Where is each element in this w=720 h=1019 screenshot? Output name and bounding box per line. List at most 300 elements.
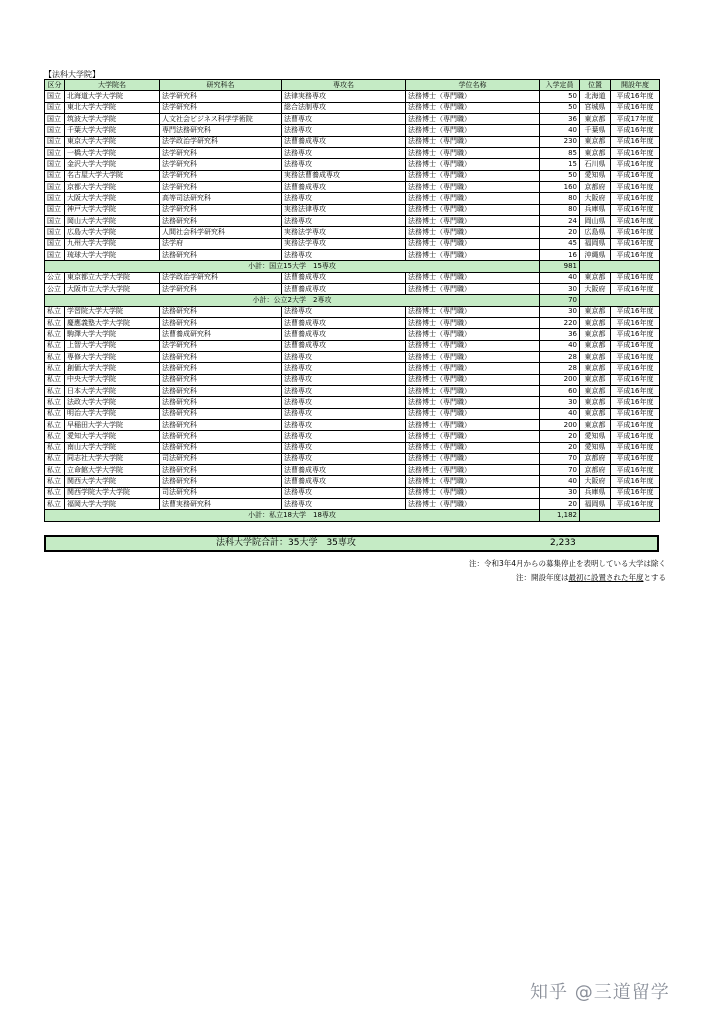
table-cell: 南山大学大学院 — [65, 442, 160, 453]
table-cell: 法務博士（専門職） — [406, 419, 540, 430]
table-row — [45, 351, 660, 362]
table-cell: 法務専攻 — [282, 487, 406, 498]
table-cell: 人文社会ビジネス科学学術院 — [160, 113, 282, 124]
table-cell: 45 — [540, 238, 580, 249]
table-cell: 広島大学大学院 — [65, 227, 160, 238]
table-cell: 法務博士（専門職） — [406, 102, 540, 113]
table-row — [45, 453, 660, 464]
table-cell: 公立 — [45, 272, 65, 283]
table-row — [45, 283, 660, 294]
table-cell: 私立 — [45, 374, 65, 385]
table-cell: 国立 — [45, 102, 65, 113]
table-cell: 高等司法研究科 — [160, 193, 282, 204]
table-cell: 愛知県 — [580, 170, 611, 181]
table-header-row — [45, 80, 660, 91]
table-cell: 東京都 — [580, 136, 611, 147]
table-cell: 法曹養成専攻 — [282, 340, 406, 351]
table-cell: 平成16年度 — [611, 351, 660, 362]
table-cell: 法曹養成専攻 — [282, 136, 406, 147]
table-cell: 法務博士（専門職） — [406, 249, 540, 260]
table-cell: 東京都 — [580, 272, 611, 283]
table-row — [45, 363, 660, 374]
table-row — [45, 159, 660, 170]
table-row — [45, 408, 660, 419]
table-cell: 国立 — [45, 159, 65, 170]
table-cell: 東京都 — [580, 147, 611, 158]
table-cell: 国立 — [45, 147, 65, 158]
table-cell: 40 — [540, 408, 580, 419]
table-cell: 平成16年度 — [611, 283, 660, 294]
table-cell: 私立 — [45, 476, 65, 487]
table-cell: 宮城県 — [580, 102, 611, 113]
table-cell: 平成16年度 — [611, 374, 660, 385]
table-cell: 千葉県 — [580, 125, 611, 136]
table-cell: 国立 — [45, 181, 65, 192]
table-cell: 平成16年度 — [611, 385, 660, 396]
table-cell: 東京都 — [580, 385, 611, 396]
table-cell: 法務博士（専門職） — [406, 408, 540, 419]
note-opening-year — [516, 572, 666, 583]
table-cell: 福岡県 — [580, 499, 611, 510]
table-cell: 創価大学大学院 — [65, 363, 160, 374]
table-cell: 法務博士（専門職） — [406, 453, 540, 464]
grand-total-value: 2,233 — [550, 538, 576, 548]
table-cell: 法学研究科 — [160, 159, 282, 170]
table-cell: 平成16年度 — [611, 408, 660, 419]
table-cell: 法務博士（専門職） — [406, 181, 540, 192]
table-cell: 70 — [540, 465, 580, 476]
table-cell: 法曹養成研究科 — [160, 329, 282, 340]
table-cell: 愛知県 — [580, 431, 611, 442]
table-cell: 岡山大学大学院 — [65, 215, 160, 226]
table-cell: 15 — [540, 159, 580, 170]
table-row — [45, 397, 660, 408]
table-cell: 法務博士（専門職） — [406, 465, 540, 476]
table-cell: 法曹養成専攻 — [282, 272, 406, 283]
table-row — [45, 317, 660, 328]
table-cell: 国立 — [45, 193, 65, 204]
note-suspension: 注：令和3年4月からの募集停止を表明している大学は除く — [468, 559, 666, 568]
table-cell: 法務専攻 — [282, 147, 406, 158]
table-row — [45, 113, 660, 124]
table-cell: 法曹専攻 — [282, 113, 406, 124]
table-cell: 法務専攻 — [282, 408, 406, 419]
table-cell: 法務博士（専門職） — [406, 431, 540, 442]
table-cell: 法学政治学研究科 — [160, 136, 282, 147]
table-cell: 法務博士（専門職） — [406, 159, 540, 170]
table-cell: 京都大学大学院 — [65, 181, 160, 192]
table-cell: 国立 — [45, 238, 65, 249]
table-cell: 法務研究科 — [160, 351, 282, 362]
table-cell: 公立 — [45, 283, 65, 294]
table-cell: 法務博士（専門職） — [406, 306, 540, 317]
table-cell: 230 — [540, 136, 580, 147]
table-cell: 160 — [540, 181, 580, 192]
table-cell: 岡山県 — [580, 215, 611, 226]
table-cell: 法学研究科 — [160, 340, 282, 351]
note-prefix: 注：開設年度は — [516, 573, 569, 582]
table-cell: 名古屋大学大学院 — [65, 170, 160, 181]
table-cell: 大阪大学大学院 — [65, 193, 160, 204]
table-cell: 東京都 — [580, 419, 611, 430]
table-cell: 同志社大学大学院 — [65, 453, 160, 464]
table-cell: 平成16年度 — [611, 136, 660, 147]
table-row — [45, 91, 660, 102]
table-row — [45, 136, 660, 147]
table-row — [45, 385, 660, 396]
table-cell: 法務専攻 — [282, 125, 406, 136]
table-cell: 法務研究科 — [160, 465, 282, 476]
table-cell: 平成16年度 — [611, 499, 660, 510]
table-cell: 実務法曹養成専攻 — [282, 170, 406, 181]
table-cell: 法務研究科 — [160, 249, 282, 260]
table-cell: 東京都 — [580, 374, 611, 385]
table-cell: 法務研究科 — [160, 317, 282, 328]
table-cell: 法務博士（専門職） — [406, 385, 540, 396]
table-row — [45, 102, 660, 113]
table-cell: 人間社会科学研究科 — [160, 227, 282, 238]
table-cell: 国立 — [45, 125, 65, 136]
subtotal-value: 1,182 — [540, 510, 580, 521]
subtotal-label: 小計：公立2大学 2専攻 — [45, 295, 540, 306]
table-cell: 法務専攻 — [282, 363, 406, 374]
table-cell: 私立 — [45, 306, 65, 317]
table-cell: 法務研究科 — [160, 306, 282, 317]
table-cell: 法学政治学研究科 — [160, 272, 282, 283]
table-cell: 国立 — [45, 227, 65, 238]
table-cell: 24 — [540, 215, 580, 226]
table-row — [45, 487, 660, 498]
table-cell: 一橋大学大学院 — [65, 147, 160, 158]
table-cell: 専修大学大学院 — [65, 351, 160, 362]
table-row — [45, 227, 660, 238]
table-cell: 36 — [540, 329, 580, 340]
table-cell: 法務博士（専門職） — [406, 442, 540, 453]
table-cell: 早稲田大学大学院 — [65, 419, 160, 430]
table-row — [45, 147, 660, 158]
table-cell: 40 — [540, 476, 580, 487]
grand-total-box — [44, 535, 659, 552]
table-cell: 東京都 — [580, 408, 611, 419]
table-row — [45, 431, 660, 442]
table-cell: 法曹養成専攻 — [282, 329, 406, 340]
table-cell: 70 — [540, 453, 580, 464]
note-suffix: とする — [643, 573, 666, 582]
table-cell: 法務博士（専門職） — [406, 487, 540, 498]
table-cell: 30 — [540, 283, 580, 294]
subtotal-label: 小計：私立18大学 18専攻 — [45, 510, 540, 521]
table-cell: 平成16年度 — [611, 329, 660, 340]
table-row — [45, 329, 660, 340]
table-cell: 60 — [540, 385, 580, 396]
header-cell: 学位名称 — [406, 80, 540, 91]
table-row — [45, 476, 660, 487]
table-cell: 法務研究科 — [160, 215, 282, 226]
table-cell: 平成16年度 — [611, 487, 660, 498]
table-cell: 法務専攻 — [282, 215, 406, 226]
table-cell: 20 — [540, 442, 580, 453]
table-cell: 私立 — [45, 431, 65, 442]
table-cell: 法学研究科 — [160, 91, 282, 102]
table-row — [45, 340, 660, 351]
table-cell: 平成16年度 — [611, 181, 660, 192]
table-cell: 平成16年度 — [611, 170, 660, 181]
table-cell: 東京都立大学大学院 — [65, 272, 160, 283]
table-cell: 東京都 — [580, 113, 611, 124]
table-cell: 明治大学大学院 — [65, 408, 160, 419]
table-cell: 20 — [540, 227, 580, 238]
table-cell: 法務博士（専門職） — [406, 204, 540, 215]
table-cell: 50 — [540, 91, 580, 102]
table-cell: 平成16年度 — [611, 453, 660, 464]
table-cell: 国立 — [45, 136, 65, 147]
table-cell: 国立 — [45, 91, 65, 102]
table-cell: 法務専攻 — [282, 193, 406, 204]
header-cell: 開設年度 — [611, 80, 660, 91]
table-cell: 私立 — [45, 442, 65, 453]
table-cell: 法律実務専攻 — [282, 91, 406, 102]
table-cell: 私立 — [45, 340, 65, 351]
table-cell: 平成16年度 — [611, 476, 660, 487]
table-cell: 法務専攻 — [282, 306, 406, 317]
table-cell: 法務博士（専門職） — [406, 125, 540, 136]
table-cell: 36 — [540, 113, 580, 124]
table-cell: 28 — [540, 351, 580, 362]
table-cell: 16 — [540, 249, 580, 260]
table-cell: 法曹養成専攻 — [282, 476, 406, 487]
table-cell: 法務専攻 — [282, 385, 406, 396]
table-cell: 専門法務研究科 — [160, 125, 282, 136]
table-cell: 平成16年度 — [611, 442, 660, 453]
table-cell: 東北大学大学院 — [65, 102, 160, 113]
table-cell: 法務研究科 — [160, 374, 282, 385]
table-row — [45, 204, 660, 215]
table-cell: 平成16年度 — [611, 238, 660, 249]
table-cell: 司法研究科 — [160, 453, 282, 464]
table-cell: 総合法制専攻 — [282, 102, 406, 113]
table-row — [45, 419, 660, 430]
subtotal-value: 70 — [540, 295, 580, 306]
table-cell: 法務博士（専門職） — [406, 170, 540, 181]
table-cell: 金沢大学大学院 — [65, 159, 160, 170]
table-cell: 50 — [540, 170, 580, 181]
table-cell: 福岡県 — [580, 238, 611, 249]
table-cell: 法曹養成専攻 — [282, 283, 406, 294]
table-cell: 法務博士（専門職） — [406, 215, 540, 226]
table-cell: 法務博士（専門職） — [406, 317, 540, 328]
table-cell: 220 — [540, 317, 580, 328]
table-cell: 20 — [540, 431, 580, 442]
table-cell: 平成16年度 — [611, 125, 660, 136]
table-cell: 九州大学大学院 — [65, 238, 160, 249]
table-cell: 東京大学大学院 — [65, 136, 160, 147]
table-cell: 東京都 — [580, 351, 611, 362]
table-cell: 平成16年度 — [611, 397, 660, 408]
table-cell: 法務研究科 — [160, 419, 282, 430]
table-cell: 私立 — [45, 397, 65, 408]
table-cell: 中央大学大学院 — [65, 374, 160, 385]
table-row — [45, 442, 660, 453]
table-cell: 法務博士（専門職） — [406, 363, 540, 374]
table-cell: 千葉大学大学院 — [65, 125, 160, 136]
table-cell: 法務研究科 — [160, 476, 282, 487]
table-cell: 80 — [540, 204, 580, 215]
table-cell: 実務法学専攻 — [282, 238, 406, 249]
table-cell: 法務博士（専門職） — [406, 91, 540, 102]
table-cell: 法務博士（専門職） — [406, 499, 540, 510]
table-cell: 広島県 — [580, 227, 611, 238]
table-cell: 東京都 — [580, 329, 611, 340]
table-cell: 沖縄県 — [580, 249, 611, 260]
watermark: 知乎 @三道留学 — [530, 982, 670, 1003]
table-cell: 80 — [540, 193, 580, 204]
table-cell: 法曹養成専攻 — [282, 181, 406, 192]
table-cell: 法務博士（専門職） — [406, 113, 540, 124]
table-cell: 実務法律専攻 — [282, 204, 406, 215]
header-cell: 位置 — [580, 80, 611, 91]
law-school-table — [44, 79, 660, 522]
header-cell: 大学院名 — [65, 80, 160, 91]
table-cell: 私立 — [45, 419, 65, 430]
subtotal-blank — [580, 261, 660, 272]
subtotal-row — [45, 295, 660, 306]
table-cell: 法学研究科 — [160, 102, 282, 113]
table-cell: 平成16年度 — [611, 193, 660, 204]
table-cell: 法務専攻 — [282, 431, 406, 442]
table-cell: 法学府 — [160, 238, 282, 249]
header-cell: 入学定員 — [540, 80, 580, 91]
table-cell: 法務博士（専門職） — [406, 374, 540, 385]
table-cell: 私立 — [45, 351, 65, 362]
table-cell: 30 — [540, 397, 580, 408]
table-cell: 私立 — [45, 465, 65, 476]
table-cell: 法務専攻 — [282, 453, 406, 464]
table-cell: 法務博士（専門職） — [406, 397, 540, 408]
table-cell: 200 — [540, 419, 580, 430]
header-cell: 研究科名 — [160, 80, 282, 91]
table-cell: 法曹実務研究科 — [160, 499, 282, 510]
table-cell: 法務研究科 — [160, 397, 282, 408]
table-cell: 法学研究科 — [160, 204, 282, 215]
table-cell: 平成16年度 — [611, 102, 660, 113]
table-cell: 福岡大学大学院 — [65, 499, 160, 510]
table-cell: 200 — [540, 374, 580, 385]
table-row — [45, 181, 660, 192]
table-cell: 法務専攻 — [282, 499, 406, 510]
table-cell: 法務専攻 — [282, 159, 406, 170]
table-cell: 北海道 — [580, 91, 611, 102]
table-cell: 法学研究科 — [160, 283, 282, 294]
table-cell: 平成16年度 — [611, 159, 660, 170]
table-cell: 法務博士（専門職） — [406, 283, 540, 294]
table-cell: 法務専攻 — [282, 374, 406, 385]
table-cell: 国立 — [45, 215, 65, 226]
table-cell: 法曹養成専攻 — [282, 465, 406, 476]
table-cell: 京都府 — [580, 465, 611, 476]
table-cell: 法務研究科 — [160, 363, 282, 374]
table-row — [45, 374, 660, 385]
table-cell: 法務博士（専門職） — [406, 147, 540, 158]
table-cell: 法務専攻 — [282, 249, 406, 260]
table-cell: 法務博士（専門職） — [406, 340, 540, 351]
section-title: 【法科大学院】 — [44, 70, 100, 79]
table-cell: 関西学院大学大学院 — [65, 487, 160, 498]
table-cell: 法政大学大学院 — [65, 397, 160, 408]
table-row — [45, 499, 660, 510]
table-cell: 慶應義塾大学大学院 — [65, 317, 160, 328]
table-cell: 平成16年度 — [611, 227, 660, 238]
table-cell: 東京都 — [580, 397, 611, 408]
table-cell: 平成16年度 — [611, 317, 660, 328]
table-cell: 実務法学専攻 — [282, 227, 406, 238]
header-cell: 区分 — [45, 80, 65, 91]
table-row — [45, 238, 660, 249]
table-cell: 平成16年度 — [611, 431, 660, 442]
table-cell: 司法研究科 — [160, 487, 282, 498]
table-row — [45, 125, 660, 136]
table-cell: 平成16年度 — [611, 272, 660, 283]
table-cell: 平成17年度 — [611, 113, 660, 124]
table-row — [45, 272, 660, 283]
table-row — [45, 170, 660, 181]
table-cell: 私立 — [45, 408, 65, 419]
table-cell: 愛知県 — [580, 442, 611, 453]
table-cell: 私立 — [45, 385, 65, 396]
subtotal-label: 小計：国立15大学 15専攻 — [45, 261, 540, 272]
table-cell: 学習院大学大学院 — [65, 306, 160, 317]
table-cell: 大阪府 — [580, 476, 611, 487]
table-cell: 平成16年度 — [611, 419, 660, 430]
table-cell: 東京都 — [580, 306, 611, 317]
table-cell: 平成16年度 — [611, 340, 660, 351]
table-cell: 琉球大学大学院 — [65, 249, 160, 260]
table-cell: 40 — [540, 340, 580, 351]
table-cell: 私立 — [45, 487, 65, 498]
table-cell: 法務専攻 — [282, 397, 406, 408]
table-cell: 兵庫県 — [580, 487, 611, 498]
table-cell: 駒澤大学大学院 — [65, 329, 160, 340]
table-cell: 京都府 — [580, 181, 611, 192]
table-cell: 法務博士（専門職） — [406, 329, 540, 340]
table-cell: 国立 — [45, 113, 65, 124]
table-cell: 法務研究科 — [160, 408, 282, 419]
subtotal-blank — [580, 510, 660, 521]
table-cell: 法務専攻 — [282, 442, 406, 453]
table-cell: 東京都 — [580, 363, 611, 374]
table-cell: 立命館大学大学院 — [65, 465, 160, 476]
table-cell: 28 — [540, 363, 580, 374]
table-cell: 大阪府 — [580, 283, 611, 294]
subtotal-row — [45, 261, 660, 272]
table-cell: 法務博士（専門職） — [406, 351, 540, 362]
table-cell: 石川県 — [580, 159, 611, 170]
table-cell: 筑波大学大学院 — [65, 113, 160, 124]
note-underlined: 最初に設置された年度 — [568, 573, 644, 582]
subtotal-blank — [580, 295, 660, 306]
table-cell: 法務専攻 — [282, 351, 406, 362]
table-cell: 法務博士（専門職） — [406, 193, 540, 204]
table-row — [45, 249, 660, 260]
table-cell: 私立 — [45, 363, 65, 374]
table-cell: 平成16年度 — [611, 215, 660, 226]
table-cell: 兵庫県 — [580, 204, 611, 215]
table-cell: 法学研究科 — [160, 181, 282, 192]
table-cell: 法務博士（専門職） — [406, 136, 540, 147]
table-cell: 平成16年度 — [611, 306, 660, 317]
table-cell: 法務研究科 — [160, 431, 282, 442]
table-cell: 法務博士（専門職） — [406, 227, 540, 238]
table-row — [45, 215, 660, 226]
